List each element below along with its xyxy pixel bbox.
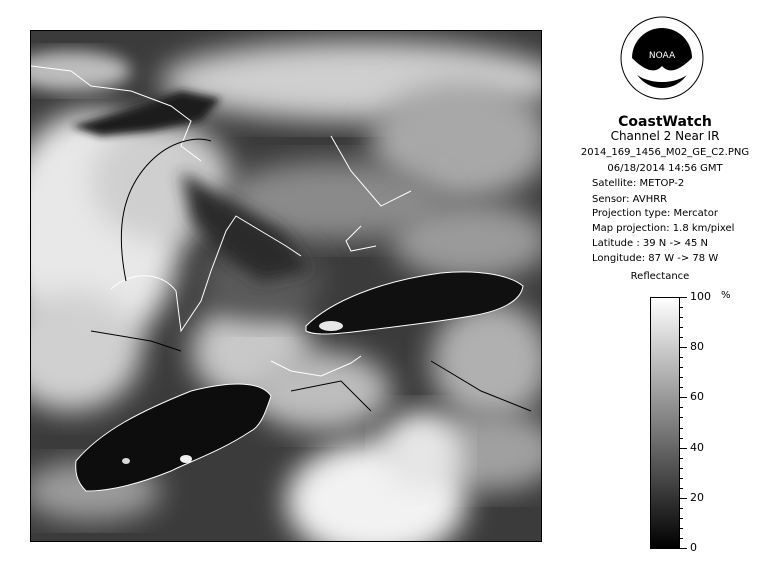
colorbar-tick	[680, 347, 687, 348]
map-projection-label: Map projection: 1.8 km/pixel	[592, 223, 735, 234]
colorbar-minor-tick	[680, 468, 683, 469]
datetime-label: 06/18/2014 14:56 GMT	[607, 163, 723, 174]
colorbar-unit: %	[721, 290, 731, 301]
satellite-image	[30, 30, 542, 542]
colorbar-tick	[680, 498, 687, 499]
colorbar-minor-tick	[680, 458, 683, 459]
colorbar-minor-tick	[680, 327, 683, 328]
colorbar	[650, 297, 680, 549]
colorbar-minor-tick	[680, 357, 683, 358]
coastwatch-title: CoastWatch	[618, 114, 712, 130]
colorbar-tick	[680, 548, 687, 549]
noaa-logo-text: NOAA	[648, 51, 676, 61]
satellite-image-svg	[31, 31, 541, 541]
colorbar-tick-label: 100	[690, 290, 711, 303]
colorbar-minor-tick	[680, 387, 683, 388]
colorbar-minor-tick	[680, 528, 683, 529]
colorbar-minor-tick	[680, 518, 683, 519]
colorbar-minor-tick	[680, 317, 683, 318]
colorbar-minor-tick	[680, 417, 683, 418]
projection-type-label: Projection type: Mercator	[592, 208, 718, 219]
colorbar-tick	[680, 397, 687, 398]
colorbar-tick	[680, 448, 687, 449]
colorbar-minor-tick	[680, 478, 683, 479]
colorbar-minor-tick	[680, 367, 683, 368]
colorbar-tick	[680, 297, 687, 298]
colorbar-minor-tick	[680, 407, 683, 408]
colorbar-minor-tick	[680, 428, 683, 429]
colorbar-minor-tick	[680, 508, 683, 509]
colorbar-minor-tick	[680, 377, 683, 378]
colorbar-minor-tick	[680, 538, 683, 539]
colorbar-minor-tick	[680, 488, 683, 489]
latitude-label: Latitude : 39 N -> 45 N	[592, 238, 708, 249]
colorbar-title: Reflectance	[630, 271, 690, 282]
channel-label: Channel 2 Near IR	[610, 129, 720, 143]
colorbar-tick-label: 60	[690, 390, 704, 404]
colorbar-minor-tick	[680, 337, 683, 338]
colorbar-tick-label: 80	[690, 340, 704, 354]
sensor-label: Sensor: AVHRR	[592, 194, 668, 205]
colorbar-tick-label: 40	[690, 440, 704, 454]
satellite-label: Satellite: METOP-2	[592, 178, 685, 189]
noaa-logo-icon	[620, 16, 704, 100]
longitude-label: Longitude: 87 W -> 78 W	[592, 253, 719, 264]
colorbar-minor-tick	[680, 307, 683, 308]
colorbar-minor-tick	[680, 438, 683, 439]
filename-label: 2014_169_1456_M02_GE_C2.PNG	[580, 147, 750, 158]
colorbar-tick-label: 20	[690, 490, 704, 504]
colorbar-tick-label: 0	[690, 541, 697, 554]
